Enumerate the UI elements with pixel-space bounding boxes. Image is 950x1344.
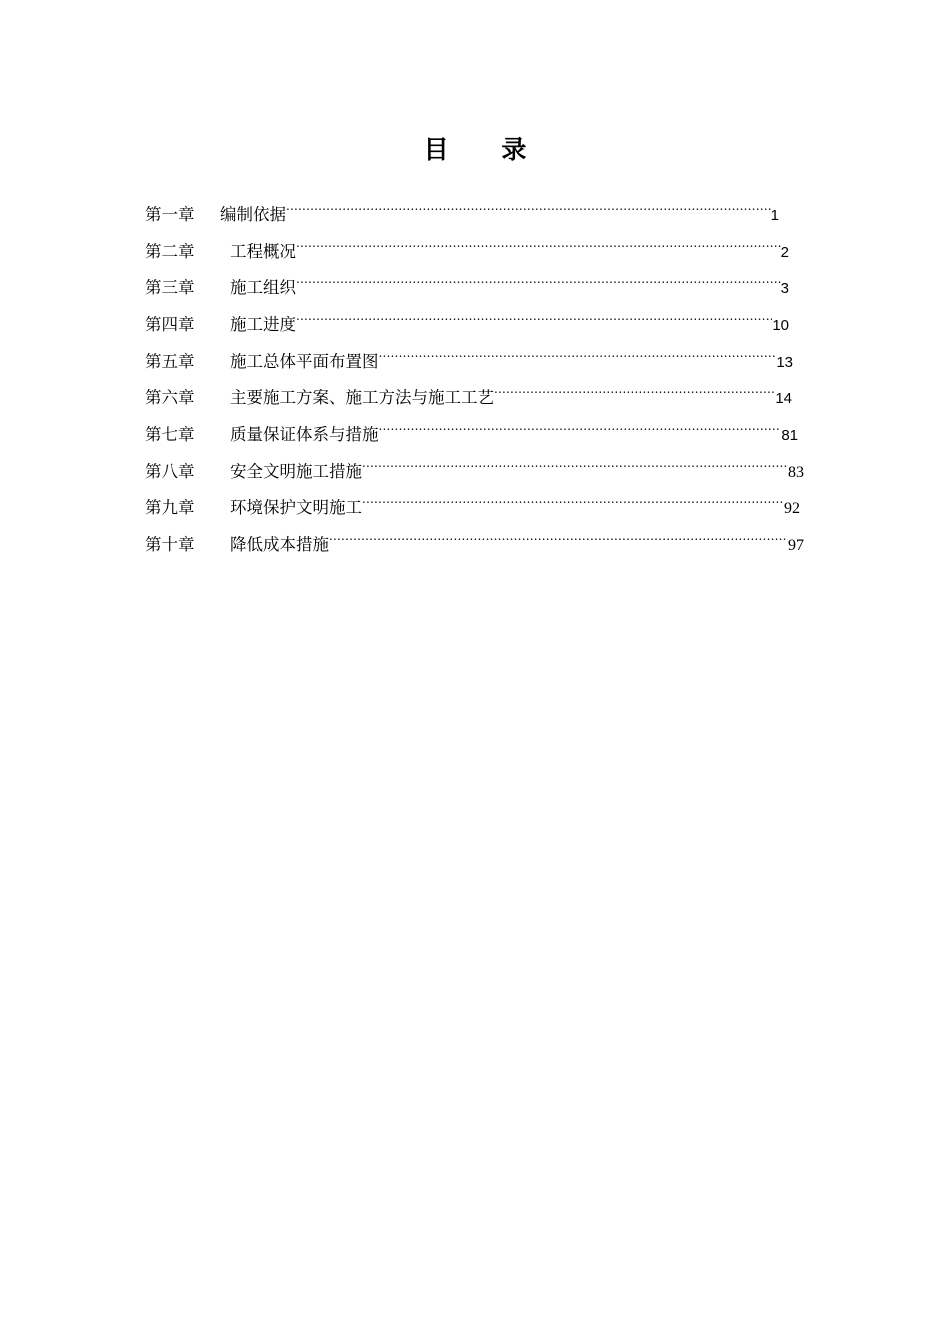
- page-number: 10: [772, 317, 789, 334]
- toc-entry-10[interactable]: [145, 514, 804, 554]
- chapter-title: 施工组织: [230, 278, 296, 297]
- dot-leader: [362, 477, 784, 513]
- chapter-number: 第八章: [145, 462, 195, 481]
- toc-entry-5[interactable]: [145, 331, 793, 371]
- page-number: 2: [780, 244, 789, 261]
- chapter-number: 第一章: [145, 205, 195, 224]
- page-number: 3: [780, 280, 789, 297]
- page-number: 97: [788, 537, 804, 554]
- dot-leader: [494, 367, 775, 403]
- chapter-number: 第十章: [145, 535, 195, 554]
- page-number: 13: [776, 354, 793, 371]
- chapter-title: 编制依据: [220, 205, 286, 224]
- chapter-number: 第四章: [145, 315, 195, 334]
- page-number: 92: [784, 500, 800, 517]
- chapter-number: 第九章: [145, 498, 195, 517]
- toc-entry-9[interactable]: [145, 477, 800, 517]
- page-number: 14: [775, 390, 792, 407]
- toc-entry-2[interactable]: [145, 221, 789, 261]
- dot-leader: [329, 514, 788, 550]
- toc-entry-6[interactable]: [145, 367, 792, 407]
- chapter-title: 施工总体平面布置图: [230, 352, 379, 371]
- dot-leader: [379, 331, 777, 367]
- chapter-number: 第七章: [145, 425, 195, 444]
- page-number: 1: [770, 207, 779, 224]
- chapter-title: 环境保护文明施工: [230, 498, 362, 517]
- toc-entry-3[interactable]: [145, 257, 789, 297]
- chapter-number: 第三章: [145, 278, 195, 297]
- chapter-number: 第二章: [145, 242, 195, 261]
- chapter-title: 安全文明施工措施: [230, 462, 362, 481]
- page-number: 81: [781, 427, 798, 444]
- toc-entry-7[interactable]: [145, 404, 798, 444]
- chapter-title: 主要施工方案、施工方法与施工工艺: [230, 388, 494, 407]
- dot-leader: [362, 441, 788, 477]
- toc-entry-8[interactable]: [145, 441, 804, 481]
- chapter-number: 第五章: [145, 352, 195, 371]
- toc-entry-4[interactable]: [145, 294, 789, 334]
- dot-leader: [286, 184, 771, 220]
- page-number: 83: [788, 464, 804, 481]
- toc-entry-1[interactable]: [145, 184, 779, 224]
- chapter-title: 降低成本措施: [230, 535, 329, 554]
- chapter-title: 质量保证体系与措施: [230, 425, 379, 444]
- dot-leader: [296, 221, 781, 257]
- dot-leader: [296, 257, 781, 293]
- toc-title: 目 录: [423, 135, 549, 164]
- chapter-title: 施工进度: [230, 315, 296, 334]
- dot-leader: [379, 404, 782, 440]
- dot-leader: [296, 294, 772, 330]
- chapter-title: 工程概况: [230, 242, 296, 261]
- chapter-number: 第六章: [145, 388, 195, 407]
